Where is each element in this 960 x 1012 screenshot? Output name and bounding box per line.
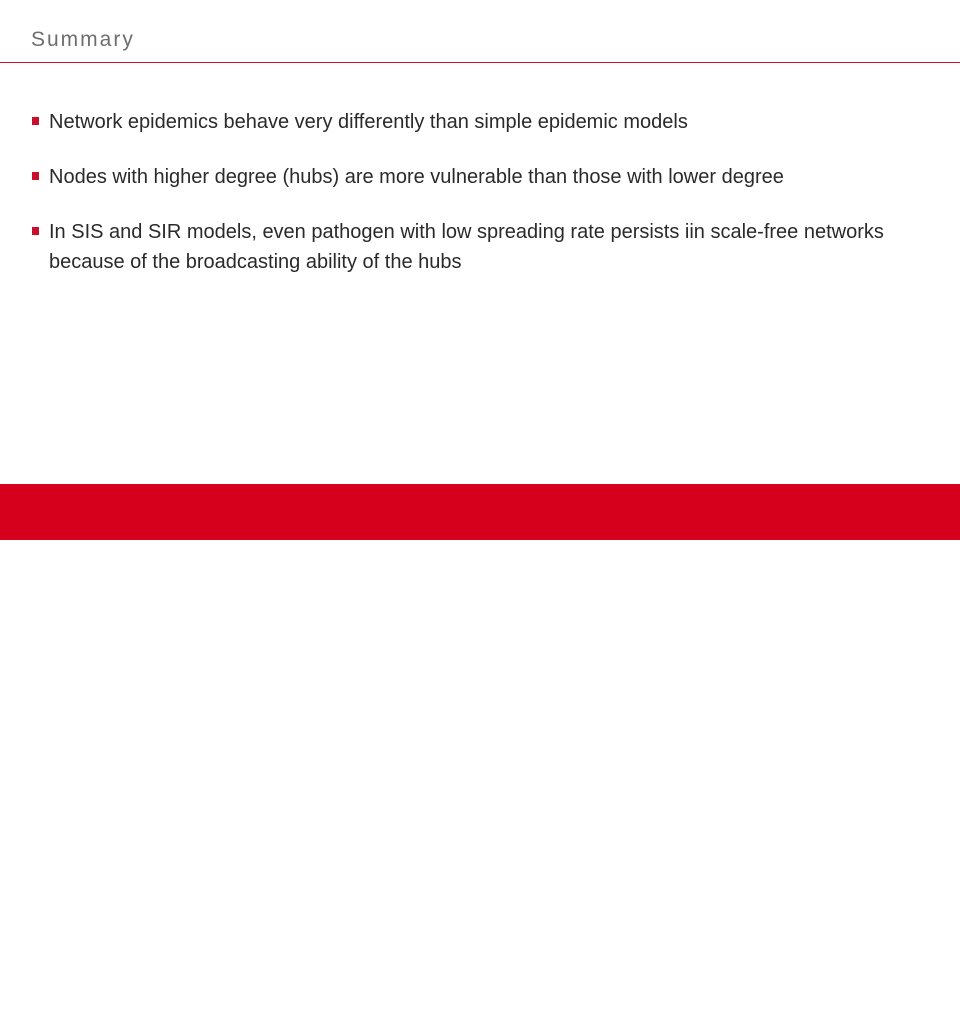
slide-title: Summary [31, 28, 135, 51]
title-divider [0, 62, 960, 63]
rensselaer-seal-icon [33, 980, 63, 1010]
bullet-item [32, 162, 892, 192]
square-bullet-icon [32, 117, 39, 125]
footer-bar [0, 484, 960, 1012]
bullet-item [32, 107, 892, 137]
bullet-text: In SIS and SIR models, even pathogen with low spreading rate persists iin scale-free networks because of the broadcasting ability of the hubs [49, 221, 884, 273]
square-bullet-icon [32, 172, 39, 180]
bullet-item [32, 217, 892, 277]
bullet-text: Nodes with higher degree (hubs) are more vulnerable than those with lower degree [49, 166, 784, 188]
slide-date: 3/8/2021 [888, 1002, 924, 1012]
page-number: 14 [915, 984, 928, 996]
presentation-name: Network Epidemic [444, 1001, 517, 1011]
bullet-list [32, 107, 892, 302]
rensselaer-logo-text: Rensselaer [68, 978, 187, 1009]
square-bullet-icon [32, 227, 39, 235]
bullet-text: Network epidemics behave very differently than simple epidemic models [49, 111, 688, 133]
